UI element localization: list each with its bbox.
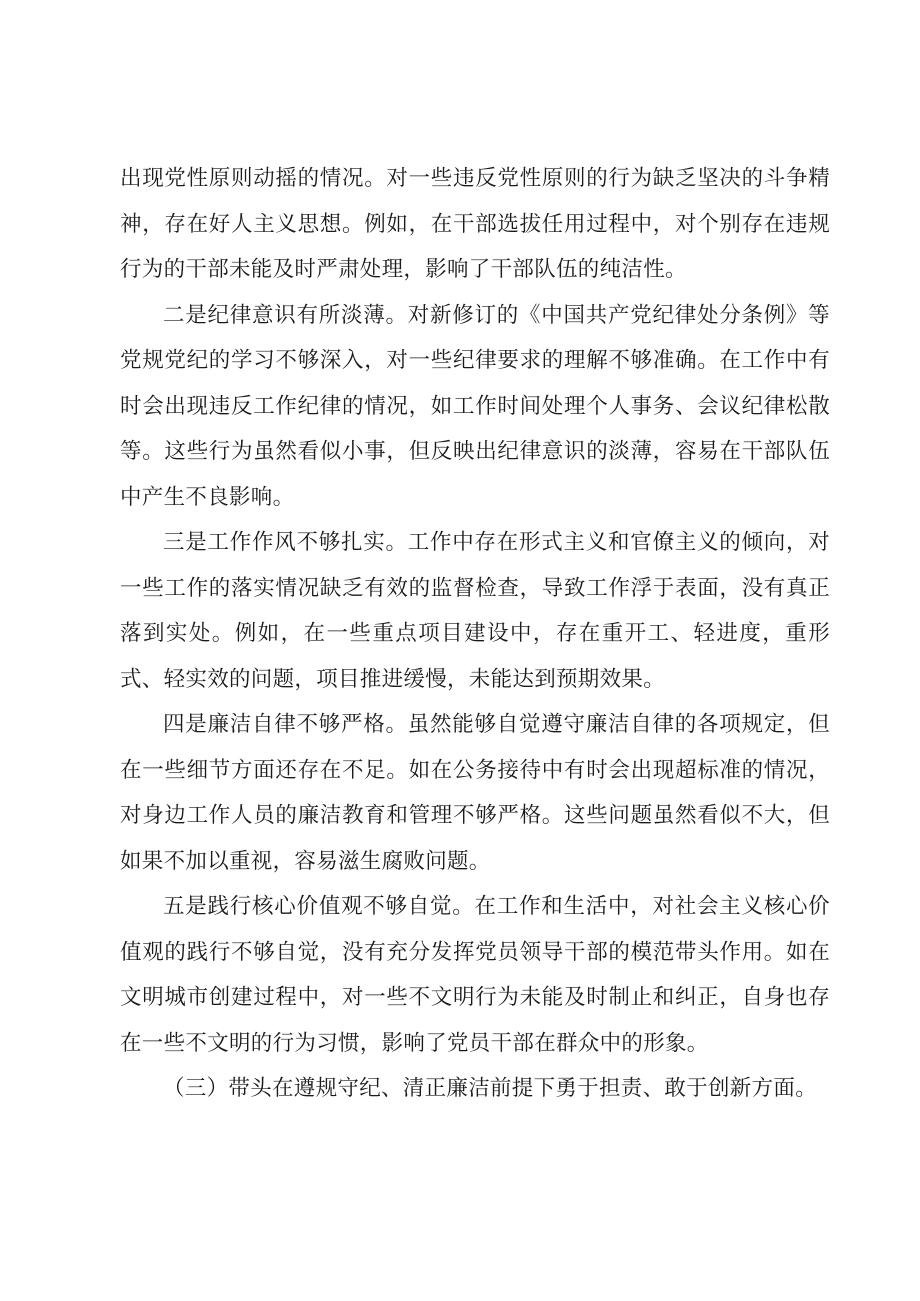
paragraph-discipline-awareness: 二是纪律意识有所淡薄。对新修订的《中国共产党纪律处分条例》等党规党纪的学习不够深入，对一些纪律要求的理解不够准确。在工作中有时会出现违反工作纪律的情况，如工作时间处理个人事务、会议纪律松散等。这些行为虽然看似小事，但反映出纪律意识的淡薄，容易在干部队伍中产生不良影响。 [120, 302, 830, 510]
paragraph-work-style: 三是工作作风不够扎实。工作中存在形式主义和官僚主义的倾向，对一些工作的落实情况缺乏有效的监督检查，导致工作浮于表面，没有真正落到实处。例如，在一些重点项目建设中，存在重开工、轻进度，重形式、轻实效的问题，项目推进缓慢，未能达到预期效果。 [120, 530, 830, 692]
section-heading: （三）带头在遵规守纪、清正廉洁前提下勇于担责、敢于创新方面。 [163, 1076, 818, 1101]
paragraph-integrity: 四是廉洁自律不够严格。虽然能够自觉遵守廉洁自律的各项规定，但在一些细节方面还存在不足。如在公务接待中有时会出现超标准的情况，对身边工作人员的廉洁教育和管理不够严格。这些问题虽然看似不大，但如果不加以重视，容易滋生腐败问题。 [120, 712, 830, 874]
paragraph-continuation: 出现党性原则动摇的情况。对一些违反党性原则的行为缺乏坚决的斗争精神，存在好人主义思想。例如，在干部选拔任用过程中，对个别存在违规行为的干部未能及时严肃处理，影响了干部队伍的纯洁性。 [120, 166, 830, 282]
paragraph-core-values: 五是践行核心价值观不够自觉。在工作和生活中，对社会主义核心价值观的践行不够自觉，没有充分发挥党员领导干部的模范带头作用。如在文明城市创建过程中，对一些不文明行为未能及时制止和纠正，自身也存在一些不文明的行为习惯，影响了党员干部在群众中的形象。 [120, 894, 830, 1056]
